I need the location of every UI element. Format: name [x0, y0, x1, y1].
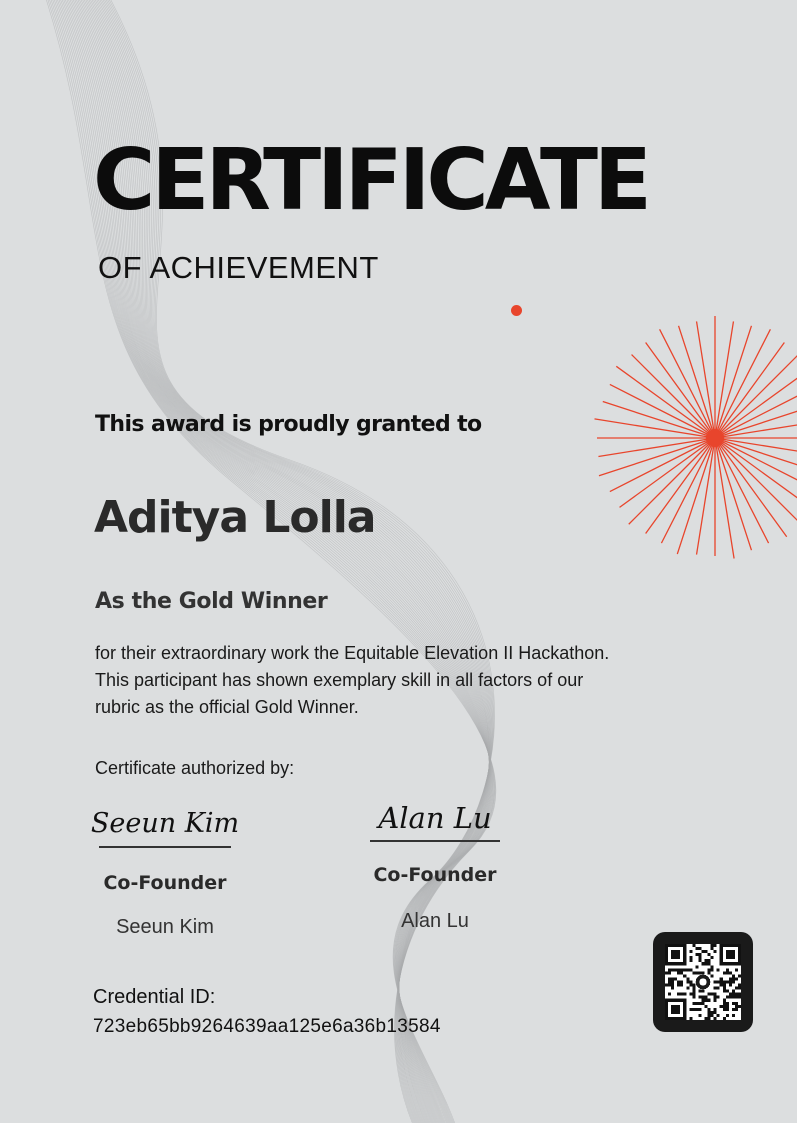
award-description — [95, 640, 695, 721]
signer-name: Seeun Kim — [116, 915, 214, 938]
award-title: As the Gold Winner — [95, 589, 328, 614]
signature-line — [99, 846, 231, 848]
qr-code-graphic — [665, 944, 741, 1020]
accent-dot — [511, 305, 522, 316]
certificate-subtitle: OF ACHIEVEMENT — [98, 250, 379, 285]
description-line: This participant has shown exemplary skill in all factors of our — [95, 670, 584, 690]
qr-code-icon[interactable] — [653, 932, 753, 1032]
credential-id-value: 723eb65bb9264639aa125e6a36b13584 — [93, 1016, 441, 1037]
granted-text: This award is proudly granted to — [95, 412, 482, 437]
credential-id-label: Credential ID: — [93, 986, 216, 1008]
signature-line — [370, 840, 500, 842]
starburst-icon — [590, 313, 797, 563]
recipient-name: Aditya Lolla — [94, 492, 376, 543]
signer-role: Co-Founder — [103, 871, 227, 894]
certificate-title: CERTIFICATE — [93, 131, 648, 230]
signer-name: Alan Lu — [401, 909, 469, 932]
signature: Seeun Kim — [90, 808, 240, 839]
signature: Alan Lu — [378, 801, 492, 835]
signer-block-1 — [70, 806, 260, 939]
authorized-by-label: Certificate authorized by: — [95, 758, 295, 778]
signer-block-2 — [340, 800, 530, 933]
description-line: rubric as the official Gold Winner. — [95, 697, 359, 717]
signer-role: Co-Founder — [373, 863, 497, 886]
description-line: for their extraordinary work the Equitable Elevation II Hackathon. — [95, 643, 610, 663]
